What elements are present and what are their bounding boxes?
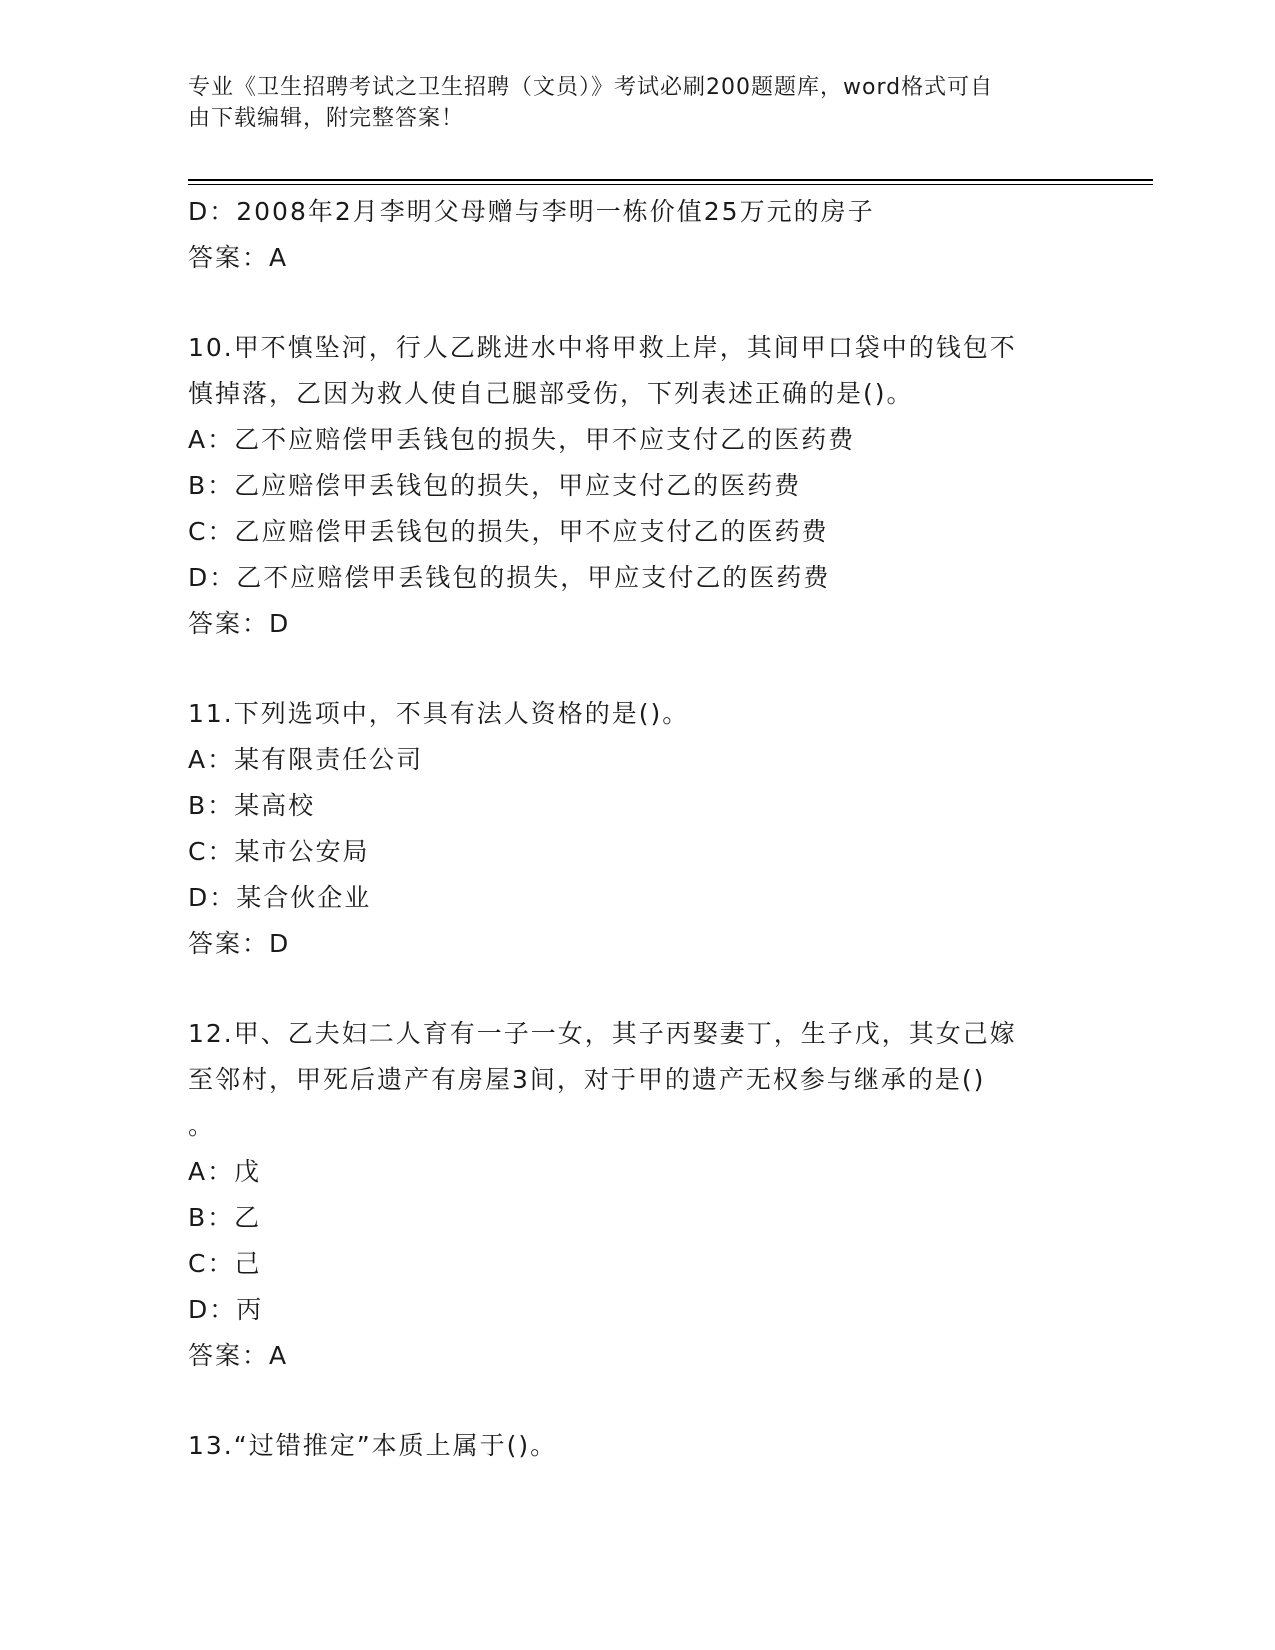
option-d: D：某合伙企业 [188, 883, 372, 912]
option-d: D：2008年2月李明父母赠与李明一栋价值25万元的房子 [188, 197, 875, 226]
header-line-1: 专业《卫生招聘考试之卫生招聘（文员）》考试必刷200题题库，word格式可自 [188, 75, 994, 100]
header-line-2: 由下载编辑，附完整答案！ [188, 106, 465, 131]
option-d: D：丙 [188, 1295, 264, 1324]
option-b: B：某高校 [188, 791, 316, 820]
option-a: A：乙不应赔偿甲丢钱包的损失，甲不应支付乙的医药费 [188, 425, 856, 454]
document-header [188, 72, 1068, 134]
option-b: B：乙应赔偿甲丢钱包的损失，甲应支付乙的医药费 [188, 471, 802, 500]
question-stem-line: 11.下列选项中，不具有法人资格的是()。 [188, 699, 690, 728]
option-c: C：己 [188, 1249, 262, 1278]
option-a: A：戊 [188, 1157, 262, 1186]
option-b: B：乙 [188, 1203, 262, 1232]
answer-label: 答案：D [188, 929, 291, 958]
answer-label: 答案：A [188, 243, 289, 272]
question-12 [188, 1011, 1088, 1379]
spacer [188, 647, 1088, 691]
question-10 [188, 325, 1088, 647]
question-13 [188, 1423, 1088, 1469]
question-11 [188, 691, 1088, 967]
question-stem-line: 12.甲、乙夫妇二人育有一子一女，其子丙娶妻丁，生子戊，其女己嫁 [188, 1019, 1017, 1048]
option-a: A：某有限责任公司 [188, 745, 424, 774]
spacer [188, 967, 1088, 1011]
option-c: C：某市公安局 [188, 837, 370, 866]
question-stem-line: 10.甲不慎坠河，行人乙跳进水中将甲救上岸，其间甲口袋中的钱包不 [188, 333, 1017, 362]
question-stem-line: 至邻村，甲死后遗产有房屋3间，对于甲的遗产无权参与继承的是() [188, 1065, 986, 1094]
answer-label: 答案：A [188, 1341, 289, 1370]
option-c: C：乙应赔偿甲丢钱包的损失，甲不应支付乙的医药费 [188, 517, 829, 546]
question-stem-line: 。 [188, 1111, 216, 1140]
previous-question-tail [188, 189, 1088, 281]
spacer [188, 1379, 1088, 1423]
header-divider-thick [188, 179, 1153, 181]
spacer [188, 281, 1088, 325]
question-content [188, 189, 1088, 1469]
question-stem-line: 慎掉落，乙因为救人使自己腿部受伤，下列表述正确的是()。 [188, 379, 914, 408]
option-d: D：乙不应赔偿甲丢钱包的损失，甲应支付乙的医药费 [188, 563, 831, 592]
header-divider-thin [188, 184, 1153, 185]
question-stem-line: 13.“过错推定”本质上属于()。 [188, 1431, 558, 1460]
answer-label: 答案：D [188, 609, 291, 638]
